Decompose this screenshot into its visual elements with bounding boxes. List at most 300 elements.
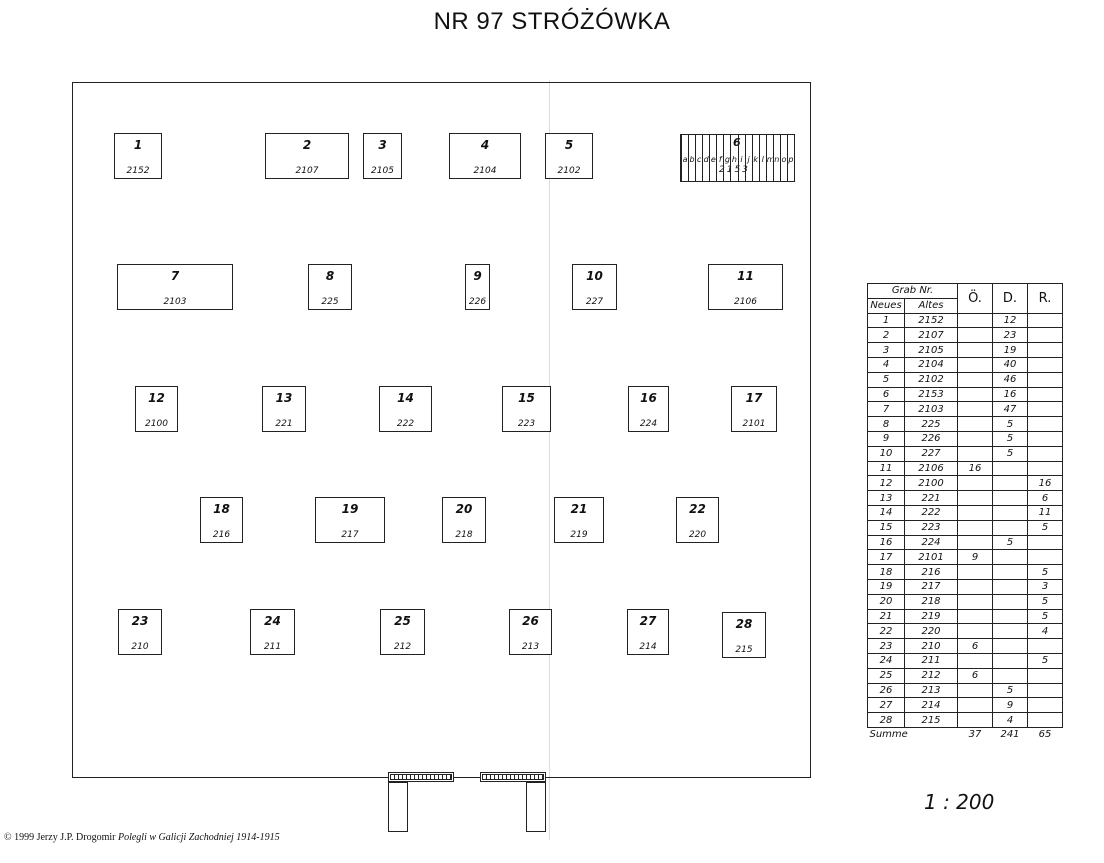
grave-number: 9 xyxy=(473,269,482,283)
register-row xyxy=(868,491,1063,506)
grave-6-subplot xyxy=(766,135,773,181)
cemetery-plan-outline xyxy=(72,82,811,778)
grave-old-number: 2103 xyxy=(163,297,187,307)
grave-6-number: 6 xyxy=(733,136,741,149)
grave-18 xyxy=(200,497,243,543)
register-cell-n: 14 xyxy=(868,505,905,520)
register-cell-a: 223 xyxy=(905,520,958,535)
grave-27 xyxy=(627,609,669,655)
burial-register-table xyxy=(867,283,1063,742)
grave-old-number: 215 xyxy=(735,645,753,655)
grave-7 xyxy=(117,264,233,310)
register-row xyxy=(868,579,1063,594)
register-cell-d xyxy=(993,491,1028,506)
grave-number: 27 xyxy=(639,614,657,628)
register-row xyxy=(868,565,1063,580)
grave-old-number: 224 xyxy=(639,419,658,429)
register-cell-d: 5 xyxy=(993,446,1028,461)
register-cell-d xyxy=(993,476,1028,491)
register-cell-n: 28 xyxy=(868,713,905,728)
register-cell-o: 16 xyxy=(958,461,993,476)
register-cell-d xyxy=(993,505,1028,520)
grave-number: 14 xyxy=(397,391,414,405)
subplot-letter: c xyxy=(696,155,702,164)
register-cell-r xyxy=(1028,313,1063,328)
register-row xyxy=(868,328,1063,343)
grave-old-number: 211 xyxy=(263,642,282,652)
register-cell-r: 5 xyxy=(1028,594,1063,609)
grave-6-plot xyxy=(680,134,795,182)
register-cell-r: 4 xyxy=(1028,624,1063,639)
register-cell-n: 10 xyxy=(868,446,905,461)
grave-4 xyxy=(449,133,521,179)
register-cell-n: 15 xyxy=(868,520,905,535)
register-row xyxy=(868,402,1063,417)
grave-26 xyxy=(509,609,552,655)
header-grab-nr: Grab Nr. xyxy=(868,284,958,299)
grave-old-number: 227 xyxy=(585,297,604,307)
register-cell-n: 18 xyxy=(868,565,905,580)
subplot-letter: b xyxy=(689,155,695,164)
subplot-letter: j xyxy=(747,155,750,164)
register-cell-n: 12 xyxy=(868,476,905,491)
register-cell-r: 5 xyxy=(1028,653,1063,668)
register-row xyxy=(868,372,1063,387)
register-cell-o xyxy=(958,343,993,358)
header-d: D. xyxy=(993,284,1028,314)
register-row xyxy=(868,668,1063,683)
grave-number: 22 xyxy=(689,502,706,516)
register-cell-a: 2101 xyxy=(905,550,958,565)
header-altes: Altes xyxy=(905,298,958,313)
register-cell-a: 217 xyxy=(905,579,958,594)
grave-number: 16 xyxy=(640,391,657,405)
register-cell-r: 16 xyxy=(1028,476,1063,491)
grave-old-number: 2105 xyxy=(371,166,394,176)
grave-19 xyxy=(315,497,385,543)
grave-old-number: 2104 xyxy=(473,166,497,176)
grave-old-number: 212 xyxy=(393,642,412,652)
register-row xyxy=(868,713,1063,728)
register-cell-n: 4 xyxy=(868,357,905,372)
grave-6-subplot xyxy=(745,135,752,181)
register-row xyxy=(868,343,1063,358)
register-cell-r xyxy=(1028,417,1063,432)
register-cell-n: 6 xyxy=(868,387,905,402)
register-cell-o xyxy=(958,417,993,432)
grave-old-number: 216 xyxy=(212,530,231,540)
register-cell-d: 47 xyxy=(993,402,1028,417)
book-title: Polegli w Galicji Zachodniej 1914-1915 xyxy=(117,832,280,843)
copyright-text: © 1999 Jerzy J.P. Drogomir xyxy=(4,832,116,843)
register-cell-a: 216 xyxy=(905,565,958,580)
grave-old-number: 221 xyxy=(275,419,293,429)
register-cell-o xyxy=(958,579,993,594)
grave-old-number: 2152 xyxy=(126,166,150,176)
header-r: R. xyxy=(1028,284,1063,314)
copyright-credit xyxy=(4,832,280,843)
register-row xyxy=(868,505,1063,520)
register-cell-d: 5 xyxy=(993,431,1028,446)
register-cell-d: 46 xyxy=(993,372,1028,387)
register-cell-a: 214 xyxy=(905,698,958,713)
grave-number: 26 xyxy=(522,614,539,628)
subplot-letter: a xyxy=(682,155,688,164)
subplot-letter: f xyxy=(718,155,722,164)
grave-21 xyxy=(554,497,604,543)
register-cell-d xyxy=(993,653,1028,668)
gate-right-railing xyxy=(482,774,544,780)
grave-number: 5 xyxy=(564,138,574,152)
register-cell-o xyxy=(958,372,993,387)
register-cell-n: 2 xyxy=(868,328,905,343)
page-title: NR 97 STRÓŻÓWKA xyxy=(433,8,671,35)
register-cell-r xyxy=(1028,446,1063,461)
grave-17 xyxy=(731,386,777,432)
register-cell-a: 226 xyxy=(905,431,958,446)
grave-number: 23 xyxy=(131,614,149,628)
register-row xyxy=(868,417,1063,432)
register-cell-r xyxy=(1028,698,1063,713)
grave-12 xyxy=(135,386,178,432)
grave-6-subplot xyxy=(695,135,702,181)
grave-number: 20 xyxy=(455,502,473,516)
register-row xyxy=(868,639,1063,654)
grave-3 xyxy=(363,133,402,179)
grave-number: 25 xyxy=(394,614,411,628)
register-cell-a: 2102 xyxy=(905,372,958,387)
grave-old-number: 213 xyxy=(521,642,540,652)
grave-number: 17 xyxy=(745,391,763,405)
register-cell-d xyxy=(993,565,1028,580)
grave-20 xyxy=(442,497,486,543)
register-cell-a: 222 xyxy=(905,505,958,520)
register-cell-d xyxy=(993,609,1028,624)
grave-number: 21 xyxy=(570,502,588,516)
register-cell-r xyxy=(1028,639,1063,654)
grave-old-number: 2102 xyxy=(557,166,581,176)
subplot-letter: d xyxy=(703,155,709,164)
register-cell-o xyxy=(958,698,993,713)
register-body xyxy=(868,313,1063,727)
grave-old-number: 2106 xyxy=(734,297,757,307)
grave-number: 19 xyxy=(341,502,359,516)
register-cell-r: 5 xyxy=(1028,609,1063,624)
register-row xyxy=(868,313,1063,328)
register-cell-d: 23 xyxy=(993,328,1028,343)
register-row xyxy=(868,446,1063,461)
grave-6-subplot xyxy=(723,135,730,181)
register-cell-a: 221 xyxy=(905,491,958,506)
register-cell-d: 19 xyxy=(993,343,1028,358)
register-cell-r: 5 xyxy=(1028,520,1063,535)
register-cell-o xyxy=(958,431,993,446)
register-cell-a: 2105 xyxy=(905,343,958,358)
grave-6-subplot xyxy=(681,135,688,181)
register-cell-o: 6 xyxy=(958,668,993,683)
register-cell-n: 26 xyxy=(868,683,905,698)
register-cell-a: 2100 xyxy=(905,476,958,491)
register-cell-r: 3 xyxy=(1028,579,1063,594)
grave-old-number: 214 xyxy=(639,642,657,652)
grave-old-number: 217 xyxy=(341,530,359,540)
register-cell-n: 27 xyxy=(868,698,905,713)
register-cell-a: 2153 xyxy=(905,387,958,402)
sum-d: 241 xyxy=(993,727,1028,741)
register-cell-n: 19 xyxy=(868,579,905,594)
register-cell-d xyxy=(993,461,1028,476)
grave-28 xyxy=(722,612,766,658)
register-cell-n: 11 xyxy=(868,461,905,476)
register-cell-o xyxy=(958,446,993,461)
grave-6-subplot xyxy=(688,135,695,181)
grave-23 xyxy=(118,609,162,655)
grave-6-old-number: 2153 xyxy=(719,165,750,175)
grave-number: 7 xyxy=(170,269,180,283)
register-cell-o xyxy=(958,476,993,491)
grave-number: 8 xyxy=(325,269,335,283)
register-cell-d xyxy=(993,579,1028,594)
register-cell-n: 5 xyxy=(868,372,905,387)
grave-15 xyxy=(502,386,551,432)
grave-number: 18 xyxy=(213,502,230,516)
grave-6-subplot xyxy=(702,135,709,181)
register-cell-d xyxy=(993,624,1028,639)
grave-6-subplot xyxy=(787,135,794,181)
register-cell-r xyxy=(1028,461,1063,476)
register-cell-d: 12 xyxy=(993,313,1028,328)
register-cell-d: 4 xyxy=(993,713,1028,728)
subplot-letter: m xyxy=(766,155,775,164)
register-cell-d: 5 xyxy=(993,683,1028,698)
grave-10 xyxy=(572,264,617,310)
register-cell-o xyxy=(958,387,993,402)
subplot-letter: p xyxy=(788,155,794,164)
register-cell-a: 212 xyxy=(905,668,958,683)
subplot-letter: o xyxy=(781,155,787,164)
register-cell-n: 7 xyxy=(868,402,905,417)
register-row xyxy=(868,698,1063,713)
register-cell-r xyxy=(1028,550,1063,565)
register-cell-n: 8 xyxy=(868,417,905,432)
register-cell-n: 13 xyxy=(868,491,905,506)
sum-label: Summe xyxy=(868,727,958,741)
register-cell-a: 218 xyxy=(905,594,958,609)
subplot-letter: l xyxy=(761,155,764,164)
register-cell-a: 211 xyxy=(905,653,958,668)
grave-number: 3 xyxy=(378,138,387,152)
register-row xyxy=(868,520,1063,535)
grave-old-number: 222 xyxy=(396,419,415,429)
gate-left-post xyxy=(388,782,408,832)
grave-25 xyxy=(380,609,425,655)
grave-1 xyxy=(114,133,162,179)
register-cell-a: 2103 xyxy=(905,402,958,417)
grave-number: 12 xyxy=(148,391,165,405)
grave-22 xyxy=(676,497,719,543)
register-cell-d xyxy=(993,550,1028,565)
grave-24 xyxy=(250,609,295,655)
grave-9 xyxy=(465,264,490,310)
register-cell-n: 20 xyxy=(868,594,905,609)
register-cell-n: 3 xyxy=(868,343,905,358)
grave-old-number: 219 xyxy=(570,530,588,540)
register-cell-a: 2107 xyxy=(905,328,958,343)
grave-6-subplot xyxy=(709,135,716,181)
subplot-letter: g xyxy=(724,155,730,164)
grave-number: 10 xyxy=(586,269,603,283)
register-cell-o xyxy=(958,313,993,328)
register-cell-n: 9 xyxy=(868,431,905,446)
register-cell-n: 23 xyxy=(868,639,905,654)
grave-number: 13 xyxy=(275,391,293,405)
grave-6-subplot xyxy=(752,135,759,181)
register-cell-r xyxy=(1028,372,1063,387)
register-cell-o xyxy=(958,609,993,624)
register-cell-n: 25 xyxy=(868,668,905,683)
register-cell-n: 24 xyxy=(868,653,905,668)
register-cell-o xyxy=(958,565,993,580)
register-cell-o xyxy=(958,357,993,372)
grave-6-subplot xyxy=(738,135,745,181)
register-cell-a: 2106 xyxy=(905,461,958,476)
register-cell-n: 21 xyxy=(868,609,905,624)
grave-number: 2 xyxy=(302,138,312,152)
register-cell-r xyxy=(1028,535,1063,550)
register-cell-a: 210 xyxy=(905,639,958,654)
grave-old-number: 2100 xyxy=(145,419,168,429)
subplot-letter: e xyxy=(710,155,716,164)
grave-8 xyxy=(308,264,352,310)
grave-13 xyxy=(262,386,306,432)
register-cell-a: 224 xyxy=(905,535,958,550)
register-row xyxy=(868,624,1063,639)
register-cell-o xyxy=(958,713,993,728)
register-cell-a: 2104 xyxy=(905,357,958,372)
register-cell-r xyxy=(1028,357,1063,372)
register-row xyxy=(868,357,1063,372)
register-cell-r: 6 xyxy=(1028,491,1063,506)
grave-6-subplot xyxy=(759,135,766,181)
register-cell-d xyxy=(993,668,1028,683)
register-cell-r xyxy=(1028,343,1063,358)
register-row xyxy=(868,653,1063,668)
register-cell-o: 9 xyxy=(958,550,993,565)
register-cell-o xyxy=(958,624,993,639)
register-row xyxy=(868,461,1063,476)
register-cell-a: 219 xyxy=(905,609,958,624)
grave-old-number: 210 xyxy=(131,642,149,652)
register-cell-o xyxy=(958,683,993,698)
register-cell-r xyxy=(1028,402,1063,417)
gate-left-railing xyxy=(390,774,452,780)
subplot-letter: i xyxy=(740,155,743,164)
grave-old-number: 225 xyxy=(321,297,339,307)
register-row xyxy=(868,594,1063,609)
grave-old-number: 2101 xyxy=(742,419,766,429)
grave-6-subplot xyxy=(780,135,787,181)
register-cell-r xyxy=(1028,387,1063,402)
grave-6-subplot xyxy=(730,135,737,181)
register-cell-d: 5 xyxy=(993,417,1028,432)
register-row xyxy=(868,476,1063,491)
register-cell-d xyxy=(993,594,1028,609)
subplot-letter: k xyxy=(753,155,758,164)
register-cell-r xyxy=(1028,683,1063,698)
register-cell-n: 1 xyxy=(868,313,905,328)
register-cell-a: 2152 xyxy=(905,313,958,328)
register-row xyxy=(868,683,1063,698)
grave-6-subplot xyxy=(716,135,723,181)
register-cell-o: 6 xyxy=(958,639,993,654)
grave-number: 24 xyxy=(264,614,281,628)
register-cell-d xyxy=(993,639,1028,654)
grave-old-number: 218 xyxy=(455,530,473,540)
register-cell-a: 215 xyxy=(905,713,958,728)
gate-right-post xyxy=(526,782,546,832)
register-cell-d: 5 xyxy=(993,535,1028,550)
grave-number: 11 xyxy=(737,269,754,283)
grave-number: 4 xyxy=(480,138,490,152)
register-cell-r xyxy=(1028,713,1063,728)
grave-2 xyxy=(265,133,349,179)
register-cell-o xyxy=(958,491,993,506)
grave-old-number: 220 xyxy=(688,530,707,540)
subplot-letter: h xyxy=(731,155,737,164)
register-cell-o xyxy=(958,594,993,609)
grave-old-number: 226 xyxy=(468,297,487,307)
register-cell-o xyxy=(958,328,993,343)
register-cell-o xyxy=(958,535,993,550)
register-cell-d xyxy=(993,520,1028,535)
register-cell-r: 5 xyxy=(1028,565,1063,580)
scale-label: 1 : 200 xyxy=(924,790,995,814)
header-neues: Neues xyxy=(868,298,905,313)
register-cell-r xyxy=(1028,668,1063,683)
register-cell-o xyxy=(958,402,993,417)
grave-14 xyxy=(379,386,432,432)
grave-old-number: 2107 xyxy=(295,166,319,176)
register-row xyxy=(868,431,1063,446)
grave-number: 15 xyxy=(518,391,535,405)
register-cell-n: 22 xyxy=(868,624,905,639)
grave-number: 28 xyxy=(735,617,753,631)
grave-11 xyxy=(708,264,783,310)
register-cell-r: 11 xyxy=(1028,505,1063,520)
grave-6-subplot xyxy=(773,135,780,181)
grave-old-number: 223 xyxy=(517,419,536,429)
register-cell-a: 220 xyxy=(905,624,958,639)
register-cell-o xyxy=(958,653,993,668)
grave-16 xyxy=(628,386,669,432)
register-cell-a: 227 xyxy=(905,446,958,461)
sum-r: 65 xyxy=(1028,727,1063,741)
register-row xyxy=(868,550,1063,565)
register-row xyxy=(868,609,1063,624)
register-cell-d: 40 xyxy=(993,357,1028,372)
register-cell-o xyxy=(958,520,993,535)
subplot-letter: n xyxy=(774,155,780,164)
register-cell-r xyxy=(1028,431,1063,446)
register-cell-a: 213 xyxy=(905,683,958,698)
header-o: Ö. xyxy=(958,284,993,314)
register-cell-o xyxy=(958,505,993,520)
register-cell-d: 9 xyxy=(993,698,1028,713)
sum-o: 37 xyxy=(958,727,993,741)
register-cell-r xyxy=(1028,328,1063,343)
register-row xyxy=(868,535,1063,550)
register-row xyxy=(868,387,1063,402)
